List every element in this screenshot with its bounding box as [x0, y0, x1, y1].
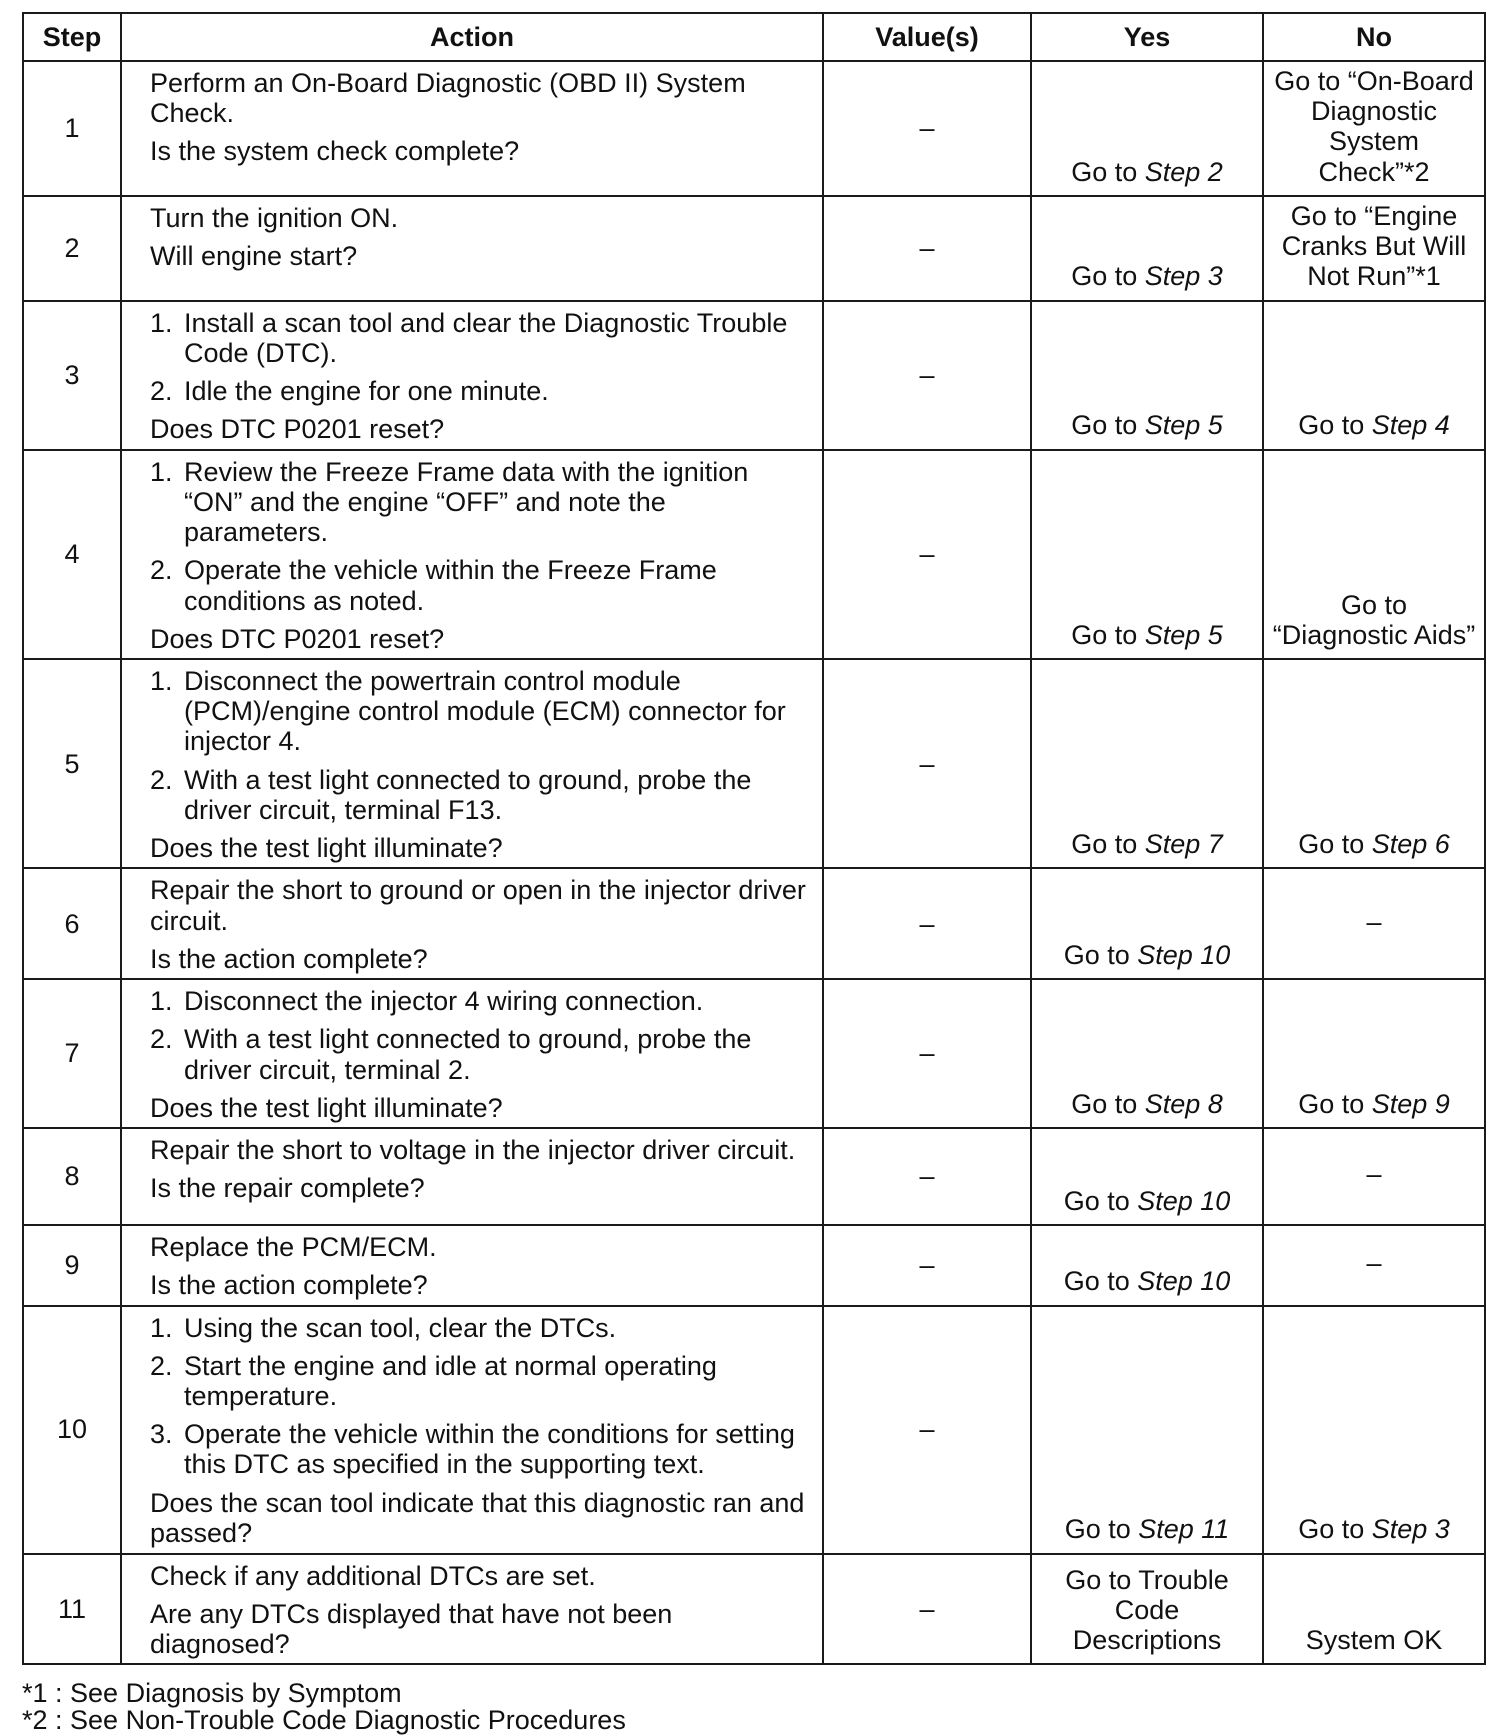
table-row	[23, 1554, 1485, 1665]
yes-step-ref: Step 10	[1137, 1185, 1231, 1216]
no-text: System OK	[1305, 1624, 1443, 1655]
table-row	[23, 659, 1485, 868]
value-cell: –	[823, 301, 1031, 450]
step-number: 1	[23, 61, 121, 196]
substep-number: 1.	[150, 665, 173, 696]
action-cell	[121, 61, 823, 196]
no-prefix: Go to	[1298, 1514, 1372, 1545]
table-row	[23, 301, 1485, 450]
substep-text: Review the Freeze Frame data with the ignition “ON” and the engine “OFF” and note the parameters.	[184, 456, 749, 548]
action-cell	[121, 1554, 823, 1665]
yes-prefix: Go to	[1071, 156, 1145, 187]
yes-cell	[1031, 196, 1263, 301]
action-cell	[121, 1225, 823, 1305]
yes-cell	[1031, 979, 1263, 1128]
header-no: No	[1263, 13, 1485, 61]
header-row	[23, 13, 1485, 61]
substep-item	[150, 666, 812, 757]
value-cell: –	[823, 979, 1031, 1128]
no-text: Go to “On-Board Diagnostic System Check”*2	[1274, 66, 1474, 187]
yes-prefix: Go to	[1063, 1266, 1138, 1297]
substep-item	[150, 555, 812, 615]
no-cell	[1263, 1128, 1485, 1225]
value-cell: –	[823, 1306, 1031, 1554]
step-number: 3	[23, 301, 121, 450]
action-text: Is the system check complete?	[150, 136, 520, 167]
table-row	[23, 1128, 1485, 1225]
action-cell	[121, 196, 823, 301]
action-text: Check if any additional DTCs are set.	[150, 1560, 596, 1591]
action-cell	[121, 868, 823, 979]
yes-prefix: Go to	[1063, 1185, 1138, 1216]
substep-item	[150, 1351, 812, 1411]
substep-text: Idle the engine for one minute.	[184, 376, 549, 407]
no-cell	[1263, 1225, 1485, 1305]
action-cell	[121, 1128, 823, 1225]
action-substeps	[150, 666, 812, 825]
substep-number: 2.	[150, 376, 173, 407]
action-substeps	[150, 1313, 812, 1480]
step-number: 8	[23, 1128, 121, 1225]
no-text: –	[1366, 1248, 1382, 1279]
action-cell	[121, 659, 823, 868]
yes-prefix: Go to	[1071, 261, 1145, 292]
footnotes	[22, 1680, 626, 1734]
yes-step-ref: Step 5	[1144, 410, 1223, 441]
yes-cell	[1031, 301, 1263, 450]
yes-cell	[1031, 1128, 1263, 1225]
yes-prefix: Go to	[1071, 829, 1145, 860]
substep-text: With a test light connected to ground, probe the driver circuit, terminal 2.	[184, 1024, 752, 1085]
yes-prefix: Go to	[1063, 939, 1138, 970]
substep-text: Operate the vehicle within the Freeze Frame conditions as noted.	[184, 555, 717, 616]
no-cell	[1263, 979, 1485, 1128]
substep-item	[150, 986, 812, 1016]
no-text: Go to “Engine Cranks But Will Not Run”*1	[1281, 200, 1467, 292]
action-text: Repair the short to voltage in the injector driver circuit.	[150, 1135, 796, 1166]
no-step-ref: Step 9	[1371, 1088, 1450, 1119]
no-prefix: Go to	[1298, 829, 1372, 860]
yes-text: Go to Trouble Code Descriptions	[1065, 1564, 1229, 1655]
header-step: Step	[23, 13, 121, 61]
substep-number: 3.	[150, 1419, 173, 1450]
substep-item	[150, 376, 812, 406]
action-substeps	[150, 986, 812, 1085]
no-prefix: Go to	[1298, 1088, 1372, 1119]
step-number: 5	[23, 659, 121, 868]
action-substeps	[150, 457, 812, 616]
substep-item	[150, 1024, 812, 1084]
table-row	[23, 196, 1485, 301]
footnote-1: *1 : See Diagnosis by Symptom	[22, 1678, 402, 1708]
action-text: Does the test light illuminate?	[150, 1092, 503, 1123]
substep-number: 1.	[150, 1312, 173, 1343]
table-row	[23, 450, 1485, 659]
yes-prefix: Go to	[1071, 619, 1145, 650]
yes-step-ref: Step 7	[1144, 829, 1223, 860]
no-step-ref: Step 3	[1371, 1514, 1450, 1545]
action-text: Does DTC P0201 reset?	[150, 414, 445, 445]
yes-cell	[1031, 450, 1263, 659]
no-cell	[1263, 450, 1485, 659]
value-cell: –	[823, 61, 1031, 196]
action-cell	[121, 979, 823, 1128]
no-cell	[1263, 301, 1485, 450]
no-prefix: Go to	[1298, 410, 1372, 441]
substep-text: Using the scan tool, clear the DTCs.	[184, 1312, 617, 1343]
action-text: Does the test light illuminate?	[150, 833, 503, 864]
substep-text: Start the engine and idle at normal operating temperature.	[184, 1350, 717, 1411]
action-cell	[121, 301, 823, 450]
substep-text: Operate the vehicle within the conditions for setting this DTC as specified in the supporting text.	[184, 1419, 795, 1480]
yes-cell	[1031, 61, 1263, 196]
substep-number: 1.	[150, 307, 173, 338]
action-text: Replace the PCM/ECM.	[150, 1232, 437, 1263]
value-cell: –	[823, 196, 1031, 301]
value-cell: –	[823, 1225, 1031, 1305]
footnote-2: *2 : See Non-Trouble Code Diagnostic Procedures	[22, 1705, 626, 1735]
yes-step-ref: Step 10	[1137, 939, 1231, 970]
value-cell: –	[823, 1554, 1031, 1665]
yes-cell	[1031, 1225, 1263, 1305]
no-cell	[1263, 1554, 1485, 1665]
substep-item	[150, 457, 812, 548]
table-body	[23, 61, 1485, 1664]
header-action: Action	[121, 13, 823, 61]
action-text: Is the repair complete?	[150, 1173, 425, 1204]
no-cell	[1263, 196, 1485, 301]
yes-cell	[1031, 1554, 1263, 1665]
action-text: Repair the short to ground or open in the injector driver circuit.	[150, 875, 806, 936]
yes-step-ref: Step 11	[1138, 1514, 1230, 1545]
step-number: 11	[23, 1554, 121, 1665]
no-text: Go to “Diagnostic Aids”	[1272, 589, 1476, 650]
action-substeps	[150, 308, 812, 407]
action-text: Does DTC P0201 reset?	[150, 623, 445, 654]
step-number: 4	[23, 450, 121, 659]
action-text: Are any DTCs displayed that have not been diagnosed?	[150, 1598, 673, 1659]
step-number: 6	[23, 868, 121, 979]
step-number: 2	[23, 196, 121, 301]
step-number: 10	[23, 1306, 121, 1554]
no-text: –	[1366, 1159, 1382, 1190]
no-cell	[1263, 61, 1485, 196]
substep-number: 2.	[150, 1024, 173, 1055]
table-row	[23, 1225, 1485, 1305]
substep-text: Disconnect the injector 4 wiring connection.	[184, 986, 704, 1017]
substep-item	[150, 1313, 812, 1343]
no-text: –	[1366, 906, 1382, 937]
action-text: Will engine start?	[150, 241, 358, 272]
yes-prefix: Go to	[1071, 410, 1145, 441]
substep-number: 2.	[150, 764, 173, 795]
no-cell	[1263, 659, 1485, 868]
step-number: 7	[23, 979, 121, 1128]
header-yes: Yes	[1031, 13, 1263, 61]
substep-item	[150, 1419, 812, 1479]
action-text: Is the action complete?	[150, 1270, 428, 1301]
no-step-ref: Step 6	[1371, 829, 1450, 860]
substep-number: 2.	[150, 1350, 173, 1381]
action-text: Does the scan tool indicate that this diagnostic ran and passed?	[150, 1487, 805, 1548]
yes-step-ref: Step 10	[1137, 1266, 1231, 1297]
no-cell	[1263, 868, 1485, 979]
no-cell	[1263, 1306, 1485, 1554]
step-number: 9	[23, 1225, 121, 1305]
yes-step-ref: Step 3	[1144, 261, 1223, 292]
table-row	[23, 868, 1485, 979]
substep-text: Install a scan tool and clear the Diagnostic Trouble Code (DTC).	[184, 307, 788, 368]
action-text: Turn the ignition ON.	[150, 202, 399, 233]
yes-cell	[1031, 659, 1263, 868]
value-cell: –	[823, 1128, 1031, 1225]
substep-number: 1.	[150, 986, 173, 1017]
action-text: Perform an On-Board Diagnostic (OBD II) System Check.	[150, 68, 746, 129]
yes-prefix: Go to	[1071, 1088, 1145, 1119]
yes-step-ref: Step 5	[1144, 619, 1223, 650]
table-row	[23, 61, 1485, 196]
yes-prefix: Go to	[1064, 1514, 1139, 1545]
value-cell: –	[823, 868, 1031, 979]
action-text: Is the action complete?	[150, 943, 428, 974]
header-values: Value(s)	[823, 13, 1031, 61]
yes-step-ref: Step 2	[1144, 156, 1223, 187]
substep-number: 2.	[150, 555, 173, 586]
value-cell: –	[823, 450, 1031, 659]
diagnostic-table	[22, 12, 1486, 1665]
yes-step-ref: Step 8	[1144, 1088, 1223, 1119]
yes-cell	[1031, 1306, 1263, 1554]
table-row	[23, 1306, 1485, 1554]
action-cell	[121, 1306, 823, 1554]
substep-number: 1.	[150, 456, 173, 487]
value-cell: –	[823, 659, 1031, 868]
no-step-ref: Step 4	[1371, 410, 1450, 441]
yes-cell	[1031, 868, 1263, 979]
substep-item	[150, 308, 812, 368]
table-row	[23, 979, 1485, 1128]
substep-text: Disconnect the powertrain control module (PCM)/engine control module (ECM) connector for injector 4.	[184, 665, 786, 757]
action-cell	[121, 450, 823, 659]
substep-item	[150, 765, 812, 825]
substep-text: With a test light connected to ground, probe the driver circuit, terminal F13.	[184, 764, 752, 825]
